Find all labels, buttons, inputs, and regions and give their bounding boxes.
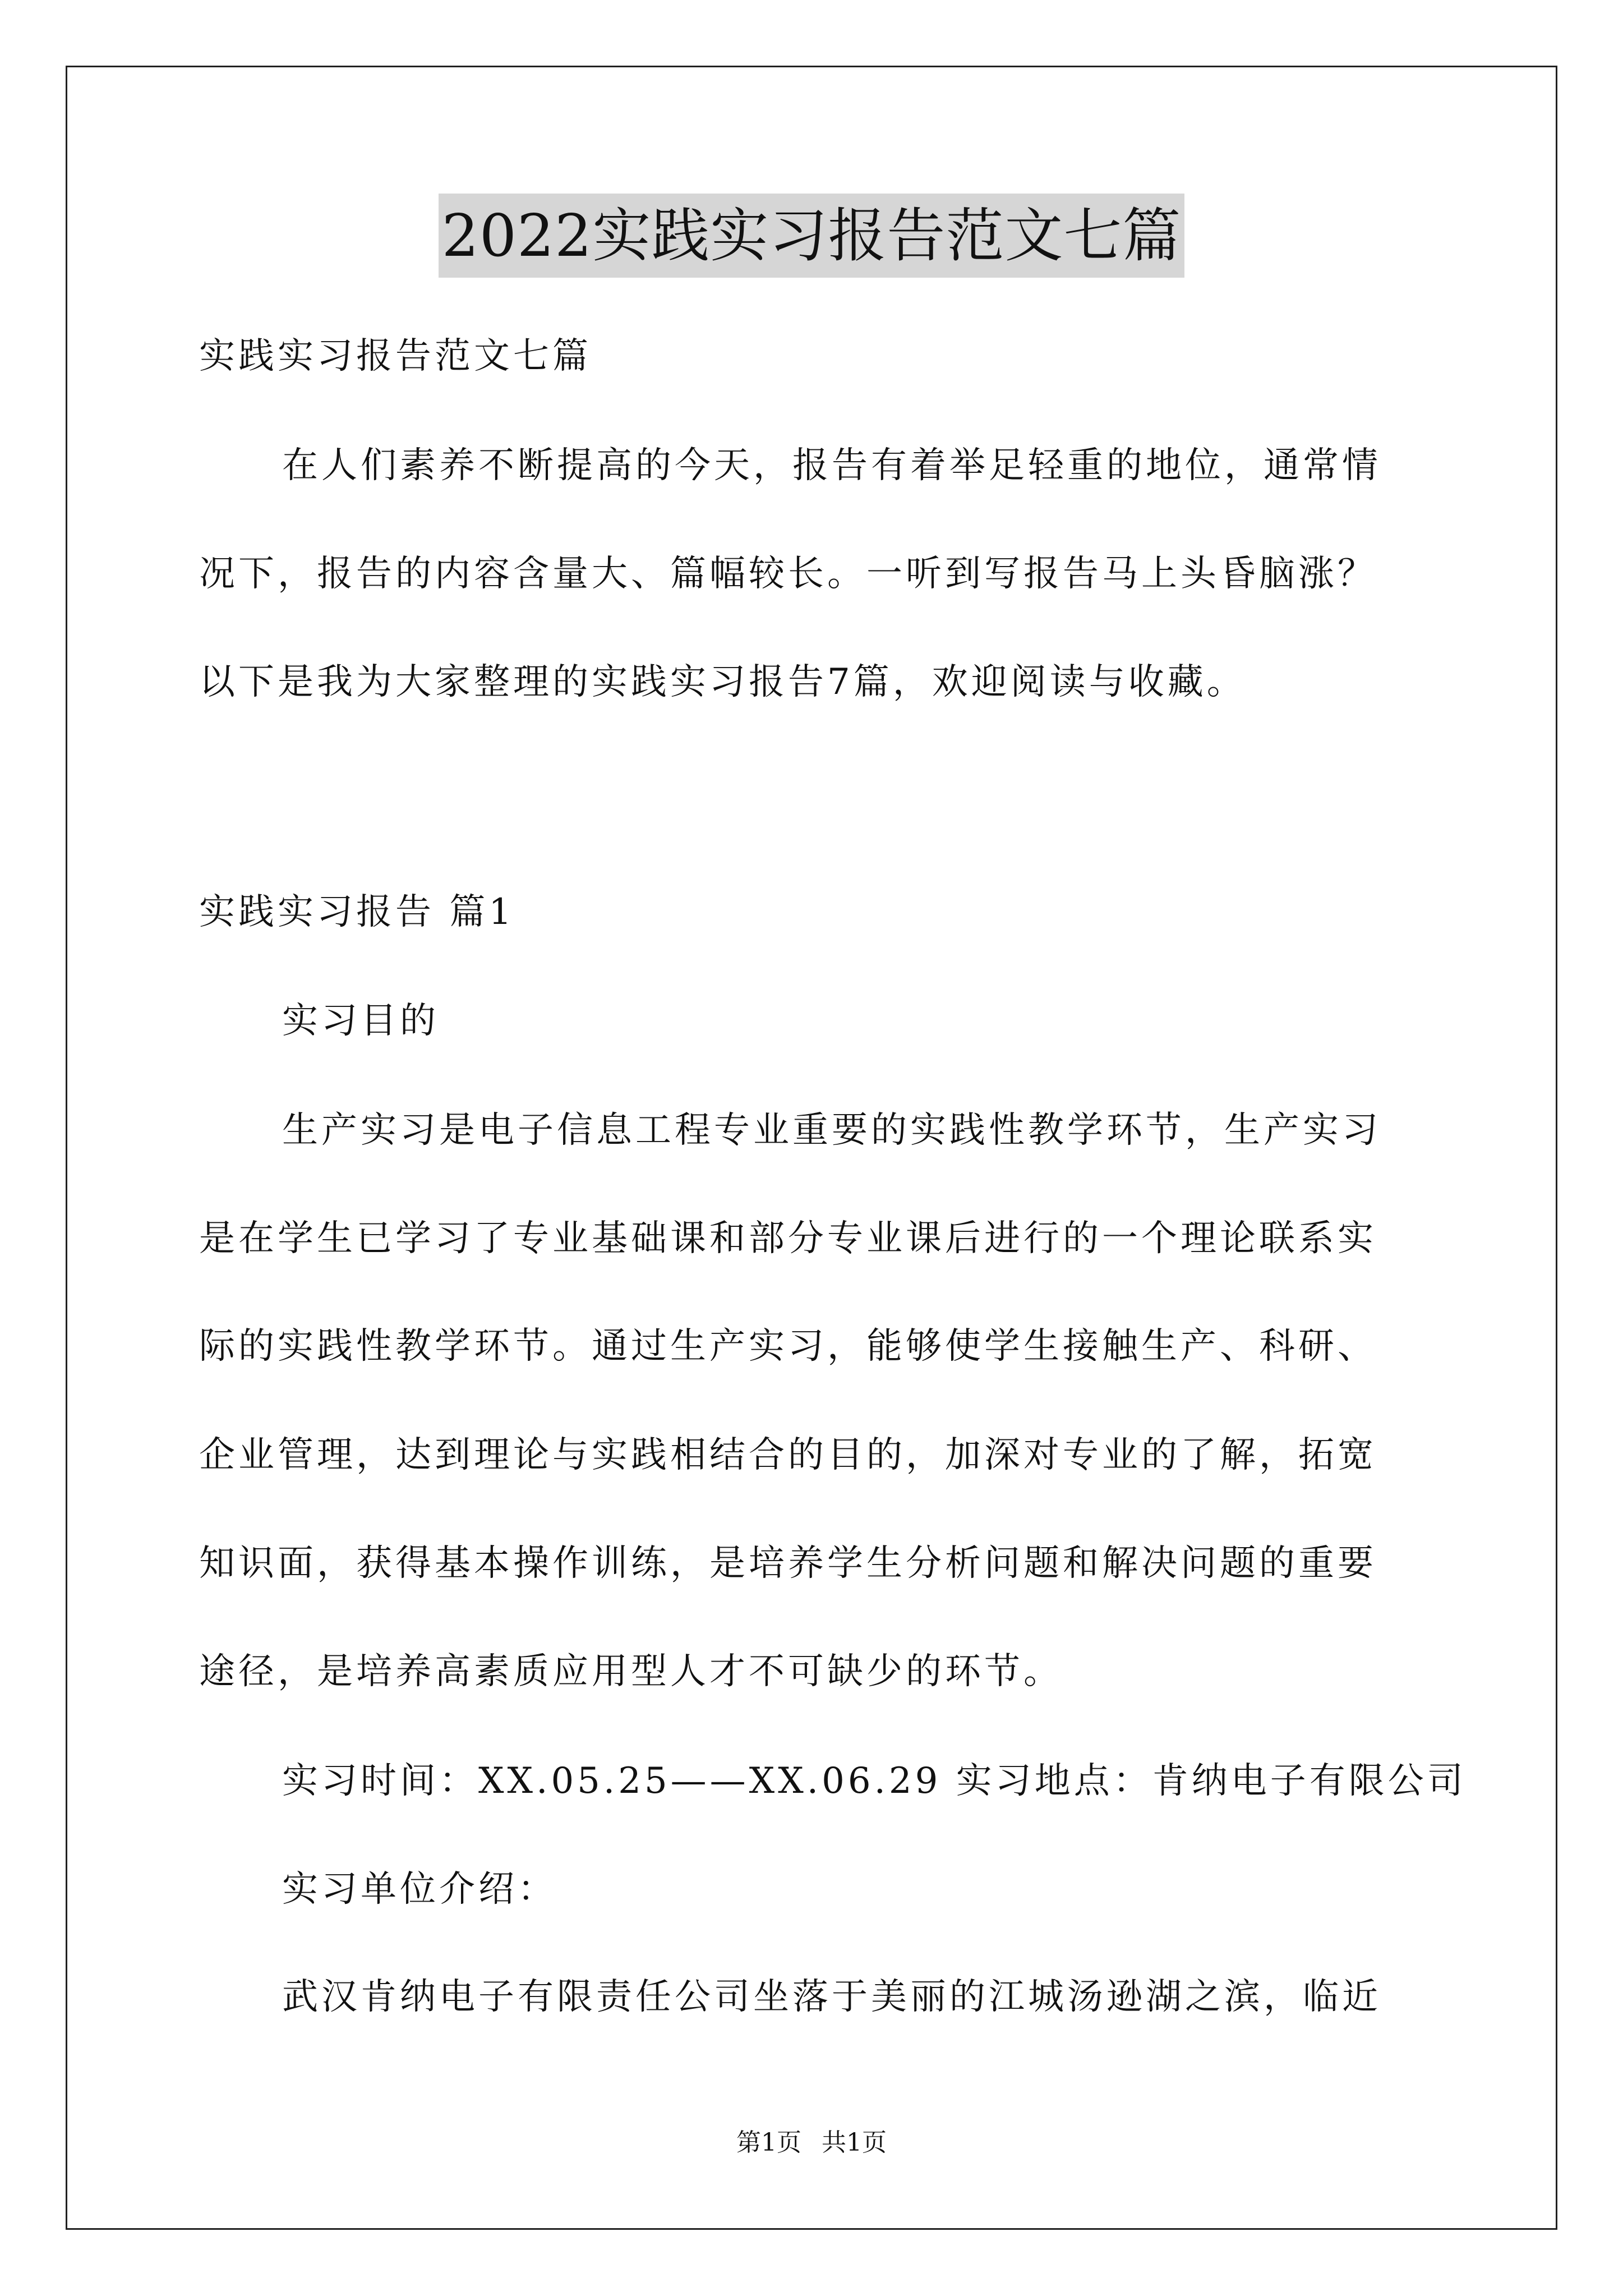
paragraph-line: 企业管理，达到理论与实践相结合的目的，加深对专业的了解，拓宽 xyxy=(199,1434,1377,1476)
document-title: 2022实践实习报告范文七篇 xyxy=(439,194,1185,278)
section-heading: 实践实习报告 篇1 xyxy=(199,891,515,933)
paragraph-line: 途径，是培养高素质应用型人才不可缺少的环节。 xyxy=(199,1651,1063,1692)
paragraph-line: 况下，报告的内容含量大、篇幅较长。一听到写报告马上头昏脑涨？ xyxy=(199,553,1377,595)
subtitle-line: 实践实习报告范文七篇 xyxy=(199,335,592,377)
page-total: 共1页 xyxy=(822,2128,887,2157)
title-container xyxy=(0,194,1623,278)
paragraph-line: 际的实践性教学环节。通过生产实习，能够使学生接触生产、科研、 xyxy=(199,1326,1377,1367)
paragraph-line: 在人们素养不断提高的今天，报告有着举足轻重的地位，通常情 xyxy=(282,445,1381,486)
paragraph-line: 知识面，获得基本操作训练，是培养学生分析问题和解决问题的重要 xyxy=(199,1543,1377,1584)
page-number: 第1页 xyxy=(736,2128,801,2157)
paragraph-line: 是在学生已学习了专业基础课和部分专业课后进行的一个理论联系实 xyxy=(199,1218,1377,1259)
subsection-heading: 实习目的 xyxy=(282,1000,439,1042)
paragraph-line: 生产实习是电子信息工程专业重要的实践性教学环节，生产实习 xyxy=(282,1110,1381,1151)
page-footer xyxy=(0,2126,1623,2160)
paragraph-line: 以下是我为大家整理的实践实习报告7篇，欢迎阅读与收藏。 xyxy=(199,661,1246,703)
internship-info-line: 实习时间：XX.05.25——XX.06.29 实习地点：肯纳电子有限公司 xyxy=(282,1760,1467,1802)
subsection-heading: 实习单位介绍： xyxy=(282,1869,557,1910)
paragraph-line: 武汉肯纳电子有限责任公司坐落于美丽的江城汤逊湖之滨，临近 xyxy=(282,1976,1381,2018)
